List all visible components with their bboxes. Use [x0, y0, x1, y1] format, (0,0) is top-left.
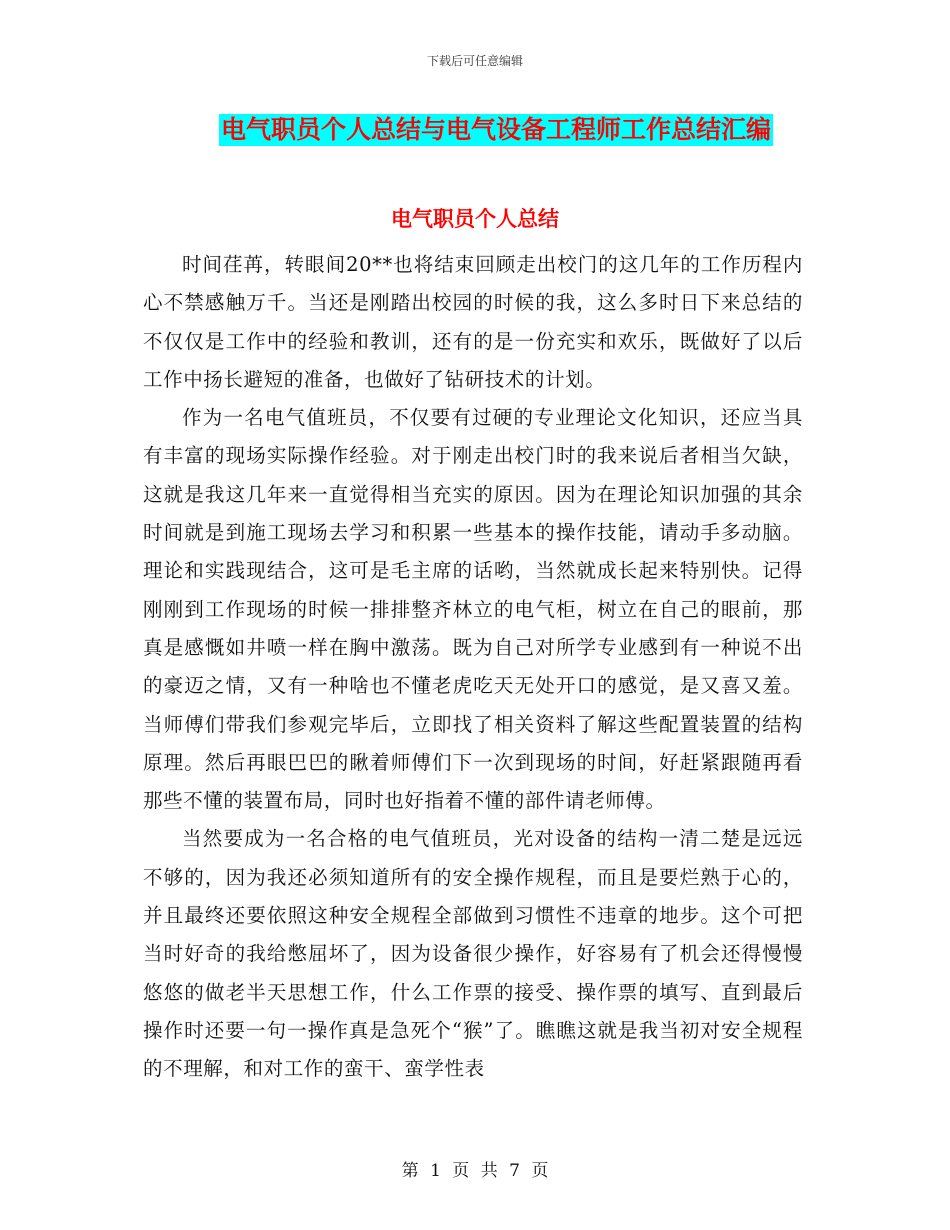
section-title: 电气职员个人总结	[391, 207, 559, 231]
page-footer: 第 1 页 共 7 页	[401, 1161, 549, 1181]
paragraph-2: 作为一名电气值班员，不仅要有过硬的专业理论文化知识，还应当具有丰富的现场实际操作经验。对于刚走出校门时的我来说后者相当欠缺，这就是我这几年来一直觉得相当充实的原因。因为在理论知识加强的其余时间就是到施工现场去学习和积累一些基本的操作技能，请动手多动脑。理论和实践现结合，这可是毛主席的话哟，当然就成长起来特别快。记得刚刚到工作现场的时候一排排整齐林立的电气柜，树立在自己的眼前，那真是感慨如井喷一样在胸中激荡。既为自己对所学专业感到有一种说不出的豪迈之情，又有一种啥也不懂老虎吃天无处开口的感觉，是又喜又羞。当师傅们带我们参观完毕后，立即找了相关资料了解这些配置装置的结构原理。然后再眼巴巴的瞅着师傅们下一次到现场的时间，好赶紧跟随再看那些不懂的装置布局，同时也好指着不懂的部件请老师傅。	[143, 406, 803, 813]
paragraph-1: 时间荏苒，转眼间20**也将结束回顾走出校门的这几年的工作历程内心不禁感触万千。当还是刚踏出校园的时候的我，这么多时日下来总结的不仅仅是工作中的经验和教训，还有的是一份充实和欢乐，既做好了以后工作中扬长避短的准备，也做好了钻研技术的计划。	[143, 253, 803, 391]
paragraph-3: 当然要成为一名合格的电气值班员，光对设备的结构一清二楚是远远不够的，因为我还必须知道所有的安全操作规程，而且是要烂熟于心的，并且最终还要依照这种安全规程全部做到习惯性不违章的地步。这个可把当时好奇的我给憋屈坏了，因为设备很少操作，好容易有了机会还得慢慢悠悠的做老半天思想工作，什么工作票的接受、操作票的填写、直到最后操作时还要一句一操作真是急死个“猴”了。瞧瞧这就是我当初对安全规程的不理解，和对工作的蛮干、蛮学性表	[143, 827, 803, 1081]
document-title	[0, 114, 950, 146]
document-body	[143, 246, 803, 1089]
header-note: 下载后可任意编辑	[426, 54, 523, 68]
document-title-text: 电气职员个人总结与电气设备工程师工作总结汇编	[220, 115, 771, 144]
